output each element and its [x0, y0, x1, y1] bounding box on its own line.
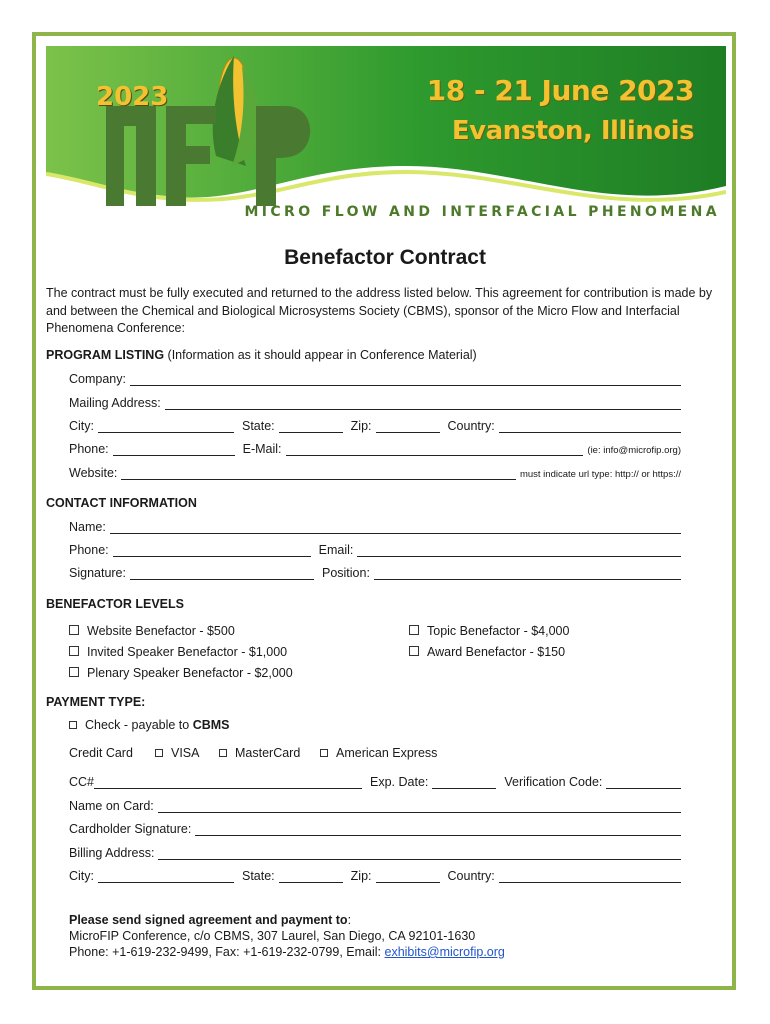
intro-paragraph: The contract must be fully executed and returned to the address listed below. This agreement for contribution is made by and between the Chemical and Biological Microsystems Society (CBMS), sponsor of the Micro Flow and Interfacial Phenomena Conference: — [46, 286, 713, 335]
contact-name-row — [69, 516, 681, 534]
banner-year: 2023 — [96, 82, 169, 112]
program-listing-heading — [46, 348, 477, 362]
email-label: E-Mail: — [242, 442, 282, 456]
program-listing-title: PROGRAM LISTING — [46, 348, 165, 362]
credit-card-label: Credit Card — [69, 746, 133, 760]
state-label: State: — [242, 419, 275, 433]
conference-banner — [46, 46, 726, 228]
payment-title: PAYMENT TYPE: — [46, 695, 146, 709]
website-label: Website: — [69, 466, 118, 480]
checkbox-icon[interactable] — [69, 646, 79, 656]
contact-phone-field[interactable] — [113, 542, 311, 557]
signature-label: Signature: — [69, 566, 126, 580]
city-row — [69, 415, 681, 433]
checkbox-icon[interactable] — [69, 667, 79, 677]
city-label: City: — [69, 419, 94, 433]
amex-checkbox[interactable] — [320, 746, 437, 760]
level-topic-checkbox[interactable] — [409, 624, 569, 638]
contact-email-label: Email: — [318, 543, 354, 557]
cc-row — [69, 771, 681, 789]
country-field[interactable] — [499, 418, 681, 433]
banner-tagline: MICRO FLOW AND INTERFACIAL PHENOMENA — [244, 204, 720, 220]
contact-title: CONTACT INFORMATION — [46, 496, 197, 510]
level-topic-label: Topic Benefactor - $4,000 — [427, 624, 570, 638]
checkbox-icon[interactable] — [409, 646, 419, 656]
amex-label: American Express — [336, 746, 438, 760]
billing-city-field[interactable] — [98, 868, 234, 883]
level-plenary-label: Plenary Speaker Benefactor - $2,000 — [87, 666, 293, 680]
mastercard-checkbox[interactable] — [219, 746, 300, 760]
position-field[interactable] — [374, 565, 681, 580]
name-on-card-label: Name on Card: — [69, 799, 154, 813]
level-invited-checkbox[interactable] — [69, 645, 287, 659]
visa-checkbox[interactable] — [155, 746, 200, 760]
page-title: Benefactor Contract — [284, 246, 486, 269]
level-award-checkbox[interactable] — [409, 645, 565, 659]
contact-heading — [46, 496, 197, 510]
footer-address: MicroFIP Conference, c/o CBMS, 307 Laurel, San Diego, CA 92101-1630 — [69, 929, 476, 943]
level-website-label: Website Benefactor - $500 — [87, 624, 235, 638]
check-payment-checkbox[interactable] — [69, 718, 230, 732]
levels-title: BENEFACTOR LEVELS — [46, 597, 184, 611]
check-label: Check - payable to — [85, 718, 193, 732]
level-invited-label: Invited Speaker Benefactor - $1,000 — [87, 645, 288, 659]
billing-state-field[interactable] — [279, 868, 343, 883]
signature-field[interactable] — [130, 565, 314, 580]
contact-phone-label: Phone: — [69, 543, 109, 557]
signature-row — [69, 562, 681, 580]
billing-zip-label: Zip: — [350, 869, 372, 883]
footer-heading-line — [69, 912, 505, 928]
exp-label: Exp. Date: — [370, 775, 429, 789]
phone-label: Phone: — [69, 442, 109, 456]
mailing-address-label: Mailing Address: — [69, 396, 161, 410]
billing-address-label: Billing Address: — [69, 846, 155, 860]
billing-address-row — [69, 842, 681, 860]
mailing-address-field[interactable] — [165, 395, 681, 410]
billing-city-label: City: — [69, 869, 94, 883]
cardholder-signature-label: Cardholder Signature: — [69, 822, 192, 836]
contact-name-field[interactable] — [110, 519, 681, 534]
footer-colon: : — [347, 913, 352, 927]
billing-zip-field[interactable] — [376, 868, 440, 883]
billing-country-label: Country: — [447, 869, 495, 883]
company-field[interactable] — [130, 371, 681, 386]
mailing-instructions — [69, 912, 505, 960]
verification-code-field[interactable] — [606, 774, 681, 789]
check-payee: CBMS — [192, 718, 230, 732]
checkbox-icon[interactable] — [69, 721, 77, 729]
banner-dates: 18 - 21 June 2023 — [426, 74, 694, 107]
mastercard-label: MasterCard — [235, 746, 301, 760]
checkbox-icon[interactable] — [320, 749, 328, 757]
cc-label: CC# — [69, 775, 95, 789]
email-field[interactable] — [286, 441, 584, 456]
verification-label: Verification Code: — [504, 775, 603, 789]
checkbox-icon[interactable] — [69, 625, 79, 635]
name-on-card-field[interactable] — [158, 798, 681, 813]
level-plenary-checkbox[interactable] — [69, 666, 293, 680]
zip-field[interactable] — [376, 418, 440, 433]
footer-contact — [69, 944, 505, 960]
program-listing-note: (Information as it should appear in Conference Material) — [164, 348, 477, 362]
website-field[interactable] — [121, 465, 516, 480]
billing-state-label: State: — [242, 869, 275, 883]
billing-city-row — [69, 865, 681, 883]
website-note: must indicate url type: http:// or https:// — [519, 469, 681, 480]
phone-field[interactable] — [113, 441, 235, 456]
city-field[interactable] — [98, 418, 234, 433]
footer-email-link[interactable]: exhibits@microfip.org — [384, 945, 505, 959]
website-row — [69, 462, 681, 480]
visa-label: VISA — [171, 746, 200, 760]
cc-number-field[interactable] — [94, 774, 362, 789]
checkbox-icon[interactable] — [219, 749, 227, 757]
cardholder-signature-row — [69, 818, 681, 836]
billing-address-field[interactable] — [158, 845, 681, 860]
contact-email-field[interactable] — [357, 542, 681, 557]
checkbox-icon[interactable] — [155, 749, 163, 757]
contact-name-label: Name: — [69, 520, 106, 534]
zip-label: Zip: — [350, 419, 372, 433]
payment-heading — [46, 695, 145, 709]
contact-phone-row — [69, 539, 681, 557]
company-row — [69, 368, 681, 386]
name-on-card-row — [69, 795, 681, 813]
country-label: Country: — [447, 419, 495, 433]
level-award-label: Award Benefactor - $150 — [427, 645, 566, 659]
state-field[interactable] — [279, 418, 343, 433]
phone-email-row — [69, 438, 681, 456]
billing-country-field[interactable] — [499, 868, 681, 883]
footer-heading: Please send signed agreement and payment to — [69, 913, 348, 927]
exp-date-field[interactable] — [432, 774, 496, 789]
position-label: Position: — [321, 566, 370, 580]
email-note: (ie: info@microfip.org) — [587, 445, 681, 456]
cardholder-signature-field[interactable] — [195, 821, 681, 836]
company-label: Company: — [69, 372, 126, 386]
checkbox-icon[interactable] — [409, 625, 419, 635]
mailing-row — [69, 392, 681, 410]
levels-heading — [46, 597, 184, 611]
level-website-checkbox[interactable] — [69, 624, 235, 638]
footer-contact-prefix: Phone: +1-619-232-9499, Fax: +1-619-232-0799, Email: — [69, 945, 385, 959]
banner-location: Evanston, Illinois — [451, 116, 694, 146]
